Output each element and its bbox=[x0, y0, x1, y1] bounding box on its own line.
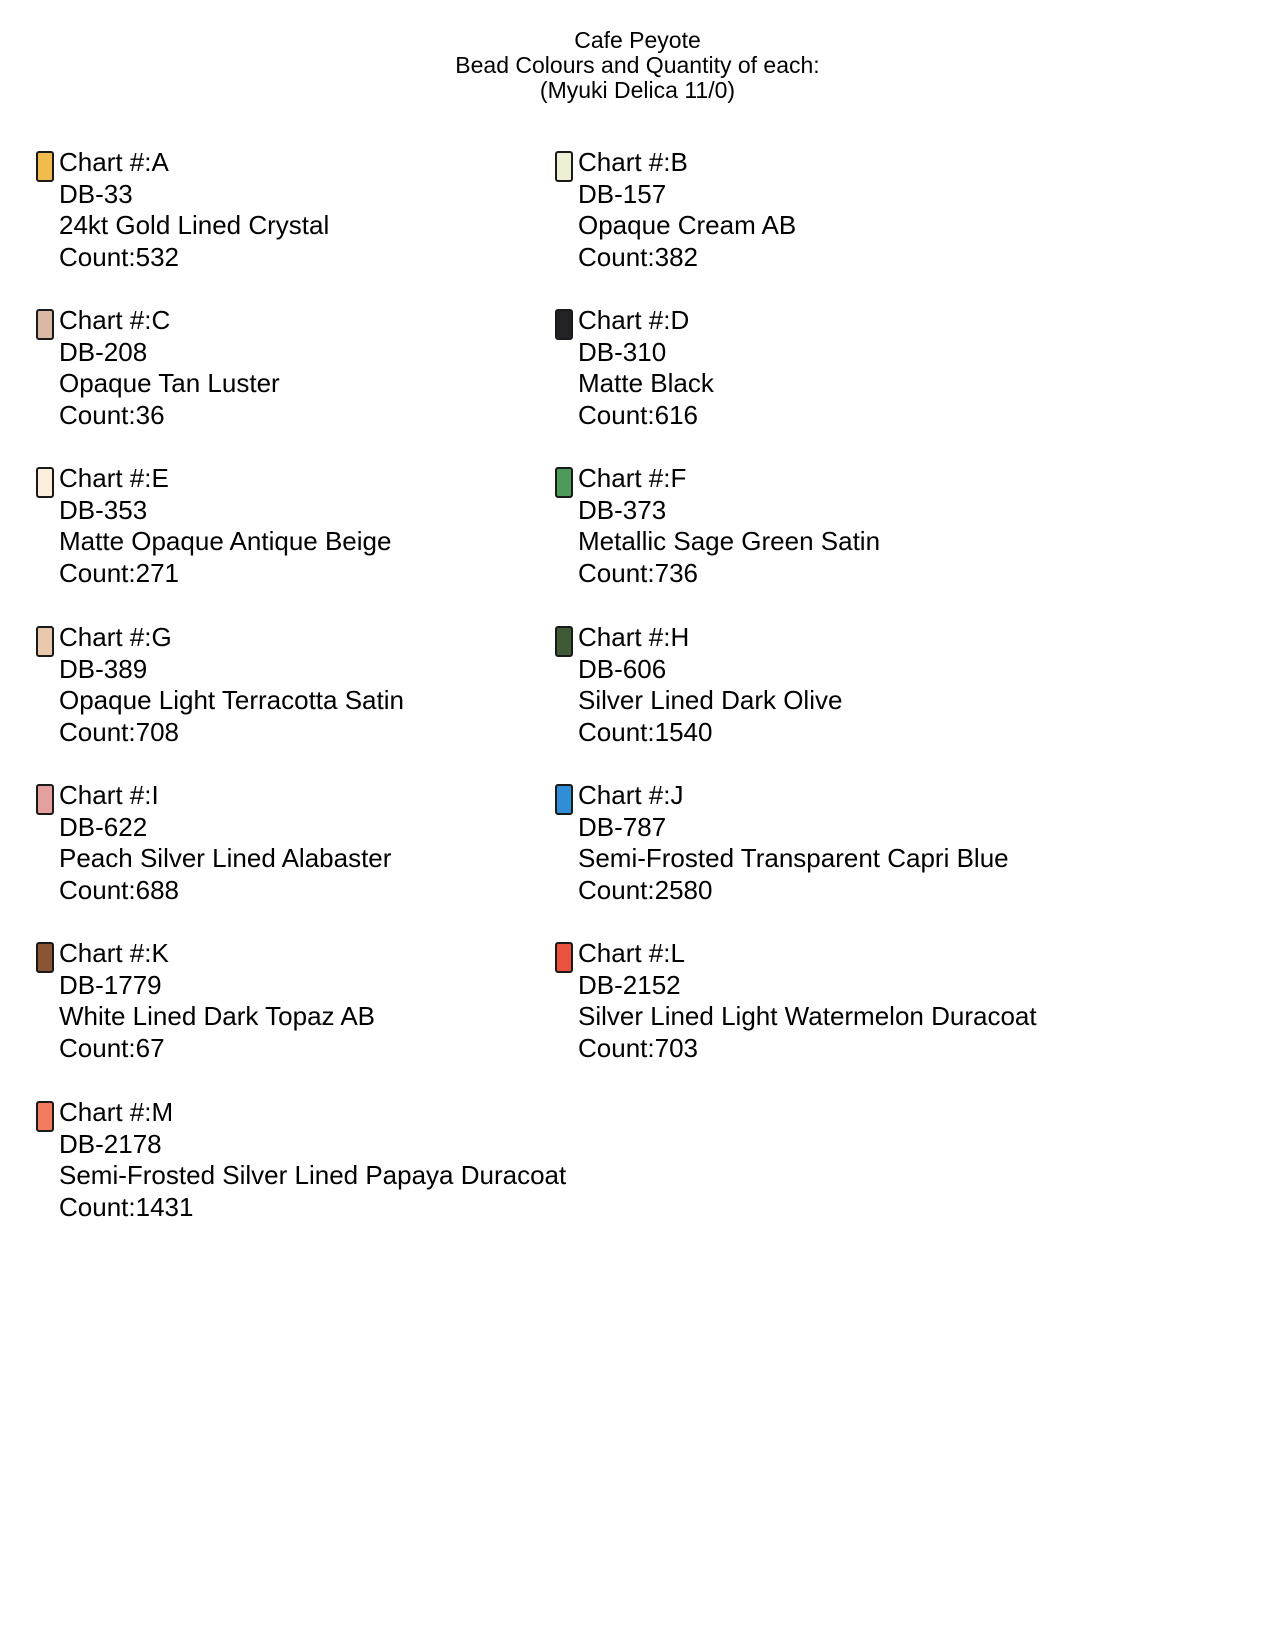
color-swatch bbox=[555, 467, 573, 498]
chart-symbol: Chart #:I bbox=[59, 780, 159, 810]
color-swatch bbox=[36, 1101, 54, 1132]
bead-entry bbox=[35, 305, 555, 435]
bead-code: DB-208 bbox=[59, 336, 148, 367]
bead-count: Count:616 bbox=[578, 399, 698, 430]
bead-name: Semi-Frosted Silver Lined Papaya Duracoat bbox=[59, 1160, 567, 1190]
bead-name: Semi-Frosted Transparent Capri Blue bbox=[578, 843, 1009, 873]
bead-code: DB-606 bbox=[578, 653, 667, 684]
bead-count: Count:36 bbox=[59, 399, 165, 430]
chart-symbol: Chart #:A bbox=[59, 147, 169, 177]
bead-type-note: (Myuki Delica 11/0) bbox=[539, 77, 736, 103]
bead-name: Matte Opaque Antique Beige bbox=[59, 526, 392, 556]
bead-entry bbox=[554, 622, 1074, 752]
bead-code: DB-310 bbox=[578, 336, 667, 367]
bead-code: DB-373 bbox=[578, 494, 667, 525]
chart-symbol: Chart #:H bbox=[578, 622, 690, 652]
color-swatch bbox=[36, 309, 54, 340]
bead-entry bbox=[35, 780, 555, 910]
bead-count: Count:708 bbox=[59, 716, 179, 747]
color-swatch bbox=[555, 309, 573, 340]
bead-count: Count:1431 bbox=[59, 1191, 194, 1222]
color-swatch bbox=[555, 151, 573, 182]
bead-count: Count:2580 bbox=[578, 874, 713, 905]
bead-entry bbox=[35, 938, 555, 1068]
color-swatch bbox=[36, 784, 54, 815]
chart-symbol: Chart #:K bbox=[59, 938, 169, 968]
bead-name: Silver Lined Light Watermelon Duracoat bbox=[578, 1001, 1037, 1031]
bead-entry bbox=[554, 463, 1074, 593]
chart-symbol: Chart #:M bbox=[59, 1097, 174, 1127]
bead-entry bbox=[554, 938, 1154, 1068]
bead-name: Matte Black bbox=[578, 368, 714, 398]
bead-entry bbox=[35, 1097, 635, 1227]
bead-count: Count:736 bbox=[578, 557, 698, 588]
bead-count: Count:271 bbox=[59, 557, 179, 588]
color-swatch bbox=[555, 942, 573, 973]
bead-code: DB-1779 bbox=[59, 969, 162, 1000]
bead-entry bbox=[35, 147, 555, 277]
chart-symbol: Chart #:C bbox=[59, 305, 171, 335]
color-swatch bbox=[36, 151, 54, 182]
chart-symbol: Chart #:E bbox=[59, 463, 169, 493]
bead-count: Count:703 bbox=[578, 1032, 698, 1063]
bead-name: Opaque Tan Luster bbox=[59, 368, 280, 398]
color-swatch bbox=[36, 942, 54, 973]
bead-entry bbox=[35, 463, 555, 593]
bead-count: Count:1540 bbox=[578, 716, 713, 747]
bead-name: Opaque Light Terracotta Satin bbox=[59, 685, 404, 715]
bead-code: DB-389 bbox=[59, 653, 148, 684]
page-title: Cafe Peyote bbox=[574, 27, 701, 53]
bead-entry bbox=[554, 147, 1074, 277]
bead-code: DB-2178 bbox=[59, 1128, 162, 1159]
bead-name: Silver Lined Dark Olive bbox=[578, 685, 843, 715]
chart-symbol: Chart #:D bbox=[578, 305, 690, 335]
bead-name: Opaque Cream AB bbox=[578, 210, 797, 240]
bead-entry bbox=[554, 780, 1074, 910]
bead-name: 24kt Gold Lined Crystal bbox=[59, 210, 330, 240]
bead-count: Count:532 bbox=[59, 241, 179, 272]
bead-code: DB-33 bbox=[59, 178, 133, 209]
color-swatch bbox=[36, 467, 54, 498]
bead-code: DB-353 bbox=[59, 494, 148, 525]
bead-count: Count:688 bbox=[59, 874, 179, 905]
bead-entry bbox=[35, 622, 555, 752]
color-swatch bbox=[555, 626, 573, 657]
page-subtitle: Bead Colours and Quantity of each: bbox=[455, 52, 820, 78]
bead-count: Count:382 bbox=[578, 241, 698, 272]
color-swatch bbox=[36, 626, 54, 657]
bead-name: Peach Silver Lined Alabaster bbox=[59, 843, 392, 873]
color-swatch bbox=[555, 784, 573, 815]
bead-code: DB-622 bbox=[59, 811, 148, 842]
bead-entry bbox=[554, 305, 1074, 435]
chart-symbol: Chart #:L bbox=[578, 938, 685, 968]
bead-count: Count:67 bbox=[59, 1032, 165, 1063]
chart-symbol: Chart #:G bbox=[59, 622, 172, 652]
chart-symbol: Chart #:B bbox=[578, 147, 688, 177]
chart-symbol: Chart #:F bbox=[578, 463, 687, 493]
bead-code: DB-787 bbox=[578, 811, 667, 842]
bead-code: DB-157 bbox=[578, 178, 667, 209]
chart-symbol: Chart #:J bbox=[578, 780, 684, 810]
bead-name: Metallic Sage Green Satin bbox=[578, 526, 881, 556]
bead-name: White Lined Dark Topaz AB bbox=[59, 1001, 376, 1031]
bead-code: DB-2152 bbox=[578, 969, 681, 1000]
